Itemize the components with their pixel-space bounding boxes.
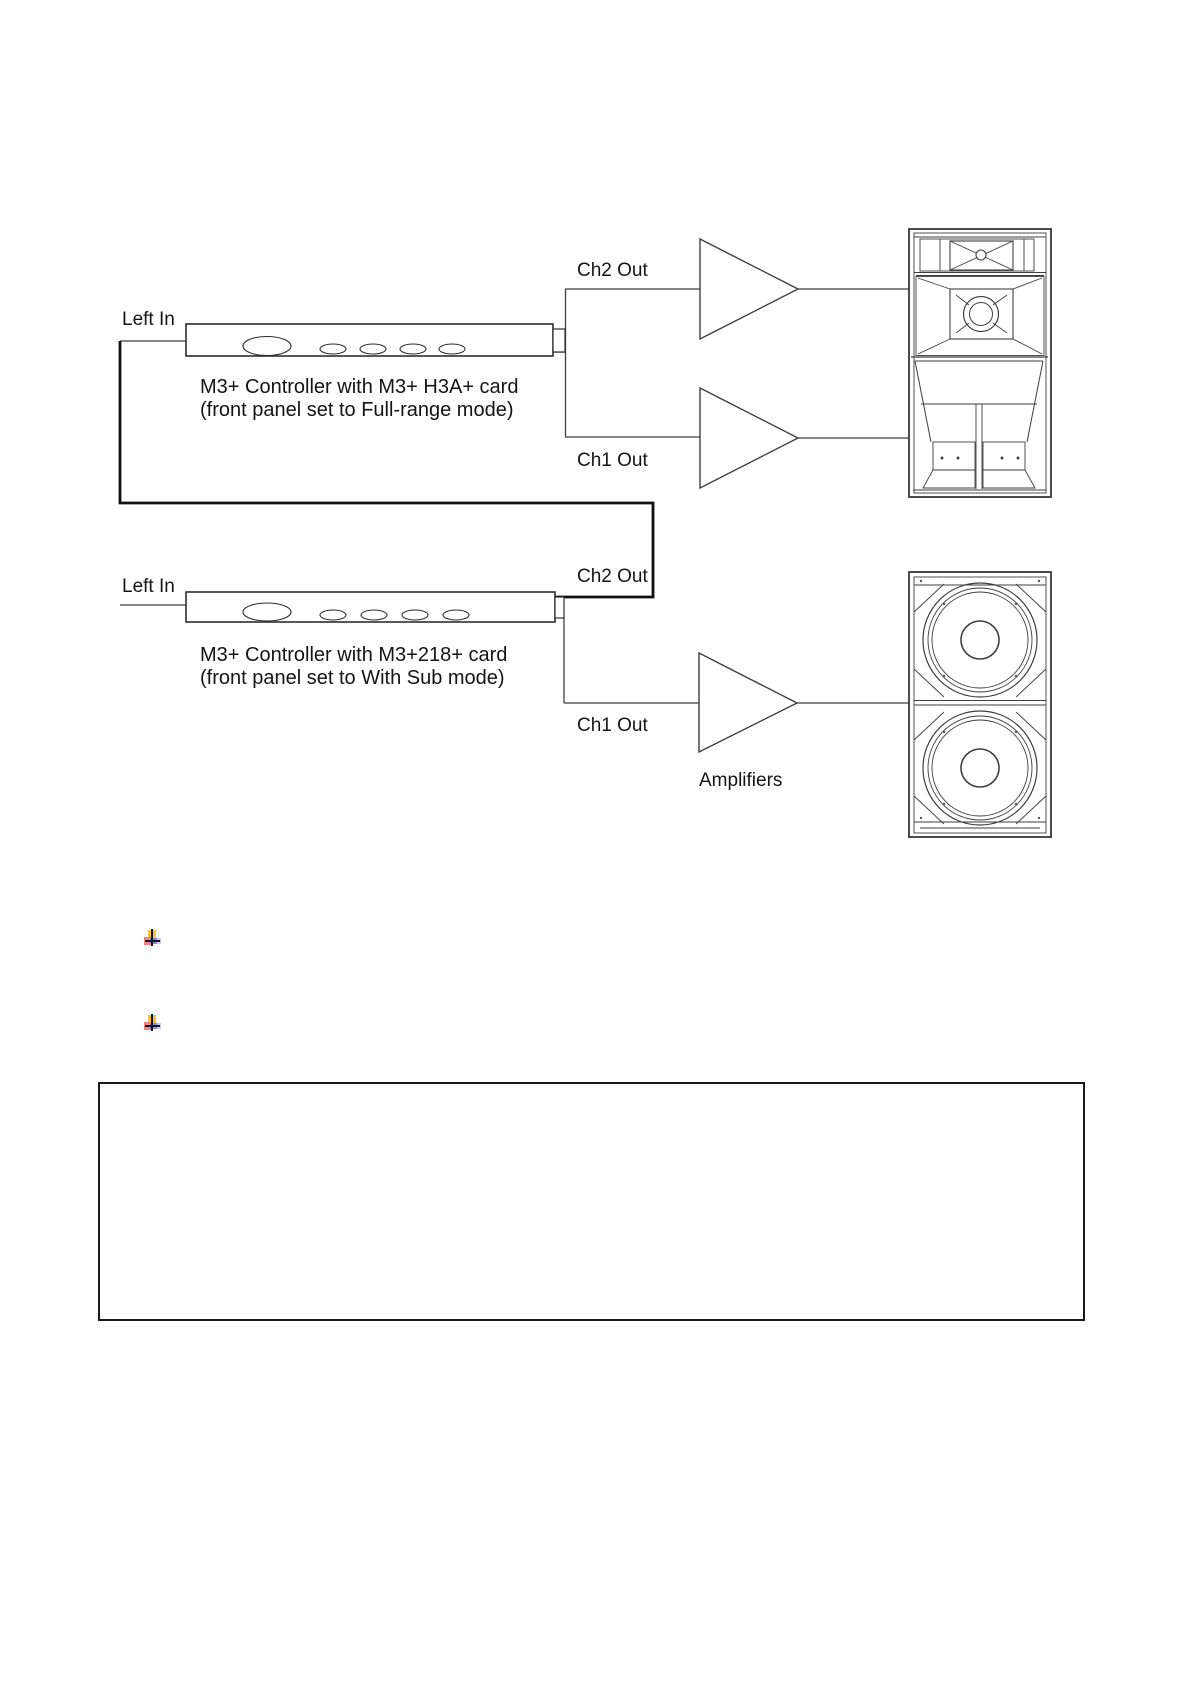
controller-1-caption-line2: (front panel set to Full-range mode) xyxy=(200,399,514,421)
controller-2-drawing xyxy=(186,592,564,622)
amplifier-1 xyxy=(700,239,798,339)
ch1-out-label-2: Ch1 Out xyxy=(577,715,648,736)
bullet-cross-horizontal xyxy=(145,940,160,942)
left-in-label-2: Left In xyxy=(122,576,175,597)
controller-1-drawing xyxy=(186,324,565,356)
bullet-cross-vertical xyxy=(151,1014,153,1031)
amplifier-2 xyxy=(700,388,798,488)
amplifiers-label: Amplifiers xyxy=(699,770,783,791)
controller-1-caption-line1: M3+ Controller with M3+ H3A+ card xyxy=(200,376,519,398)
ch1-out-label-1: Ch1 Out xyxy=(577,450,648,471)
colored-cross-bullet-icon xyxy=(144,929,161,947)
ch2-out-label-2: Ch2 Out xyxy=(577,566,648,587)
bullet-cross-horizontal xyxy=(145,1025,160,1027)
fullrange-speaker-drawing xyxy=(909,229,1051,497)
bullet-cross-vertical xyxy=(151,929,153,946)
controller-2-caption-line2: (front panel set to With Sub mode) xyxy=(200,667,505,689)
ch2-out-label-1: Ch2 Out xyxy=(577,260,648,281)
amplifier-3 xyxy=(699,653,797,752)
amplifier-triangles xyxy=(699,239,798,752)
controller-2-caption-line1: M3+ Controller with M3+218+ card xyxy=(200,644,508,666)
left-in-label-1: Left In xyxy=(122,309,175,330)
subwoofer-speaker-drawing xyxy=(909,572,1051,837)
colored-cross-bullet-icon xyxy=(144,1014,161,1032)
note-box xyxy=(98,1082,1085,1321)
